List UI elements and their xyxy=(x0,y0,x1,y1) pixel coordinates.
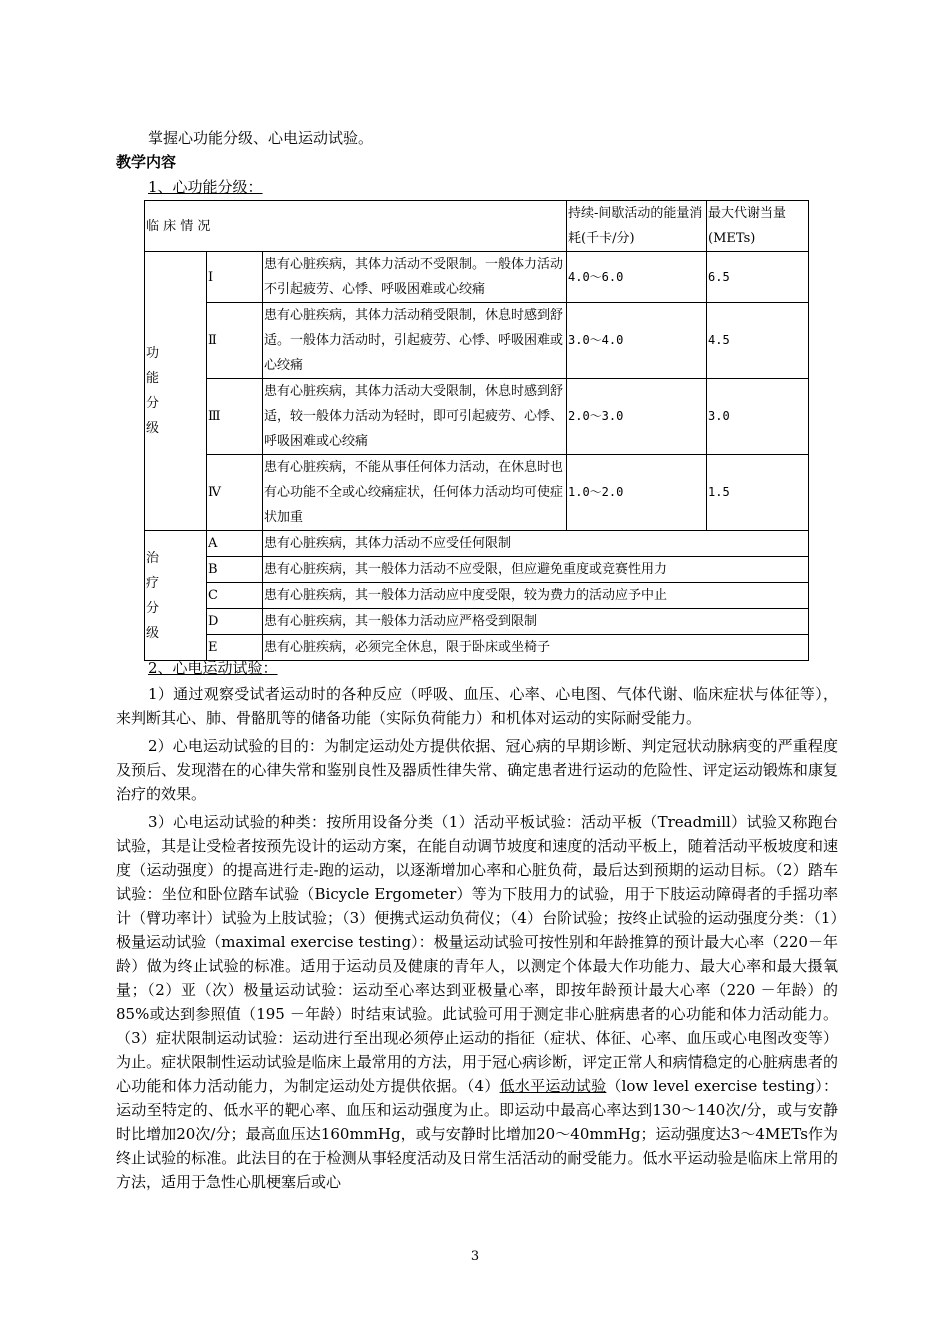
heart-function-table xyxy=(144,200,809,661)
energy-cell: 4.0～6.0 xyxy=(567,252,707,303)
low-level-test-term: 低水平运动试验 xyxy=(499,1077,607,1095)
table-row xyxy=(145,635,809,661)
header-mets: 最大代谢当量(METs) xyxy=(707,201,809,252)
paragraph-2: 2）心电运动试验的目的：为制定运动处方提供依据、冠心病的早期诊断、判定冠状动脉病变的严重程度及预后、发现潜在的心律失常和鉴别良性及器质性律失常、确定患者进行运动的危险性、评定运动锻炼和康复治疗的效果。 xyxy=(116,737,838,803)
energy-cell: 2.0～3.0 xyxy=(567,379,707,455)
description-cell: 患有心脏疾病，其体力活动不受限制。一般体力活动不引起疲劳、心悸、呼吸困难或心绞痛 xyxy=(263,252,567,303)
mets-cell: 1.5 xyxy=(707,455,809,531)
header-clinical: 临 床 情 况 xyxy=(145,201,567,252)
level-cell: Ⅱ xyxy=(207,303,263,379)
paragraph-3-text-a: 3）心电运动试验的种类：按所用设备分类（1）活动平板试验：活动平板（Treadmill）试验又称跑台试验，其是让受检者按预先设计的运动方案，在能自动调节坡度和速度的活动平板上，随着活动平板坡度和速度（运动强度）的提高进行走-跑的运动，以逐渐增加心率和心脏负荷，最后达到预期的运动目标。（2）踏车试验：坐位和卧位踏车试验（Bicycle Ergometer）等为下肢用力的试验，用于下肢运动障碍者的手摇功率计（臂功率计）试验为上肢试验；（3）便携式运动负荷仪；（4）台阶试验；按终止试验的运动强度分类：（1）极量运动试验（maximal exercise testing）：极量运动试验可按性别和年龄推算的预计最大心率（220－年龄）做为终止试验的标准。适用于运动员及健康的青年人，以测定个体最大作功能力、最大心率和最大摄氧量；（2）亚（次）极量运动试验：运动至心率达到亚极量心率，即按年龄预计最大心率（220 －年龄）的85%或达到参照值（195 －年龄）时结束试验。此试验可用于测定非心脏病患者的心功能和体力活动能力。（3）症状限制运动试验：运动进行至出现必须停止运动的指征（症状、体征、心率、血压或心电图改变等）为止。症状限制性运动试验是临床上最常用的方法，用于冠心病诊断，评定正常人和病情稳定的心脏病患者的心功能和体力活动能力，为制定运动处方提供依据。（4） xyxy=(116,813,838,1095)
energy-cell: 1.0～2.0 xyxy=(567,455,707,531)
energy-cell: 3.0～4.0 xyxy=(567,303,707,379)
table-row xyxy=(145,557,809,583)
level-cell: C xyxy=(207,583,263,609)
page-number: 3 xyxy=(470,1249,480,1264)
level-cell: Ⅰ xyxy=(207,252,263,303)
subheading-ecg-exercise-test: 2、心电运动试验： xyxy=(148,659,278,677)
paragraph-3-text-b: （low level exercise testing）：运动至特定的、低水平的靶心率、血压和运动强度为止。即运动中最高心率达到130～140次/分，或与安静时比增加20次/分；最高血压达160mmHg，或与安静时比增加20～40mmHg；运动强度达3～4METs作为终止试验的标准。此法目的在于检测从事轻度活动及日常生活活动的耐受能力。低水平运动验是临床上常用的方法，适用于急性心肌梗塞后或心 xyxy=(116,1077,838,1191)
level-cell: Ⅳ xyxy=(207,455,263,531)
mets-cell: 3.0 xyxy=(707,379,809,455)
description-cell: 患有心脏疾病，其一般体力活动不应受限，但应避免重度或竞赛性用力 xyxy=(263,557,809,583)
level-cell: D xyxy=(207,609,263,635)
function-grading-label: 功 能 分 级 xyxy=(145,252,207,531)
description-cell: 患有心脏疾病，不能从事任何体力活动，在休息时也有心功能不全或心绞痛症状，任何体力活动均可使症状加重 xyxy=(263,455,567,531)
level-cell: E xyxy=(207,635,263,661)
section-heading: 教学内容 xyxy=(116,153,177,171)
description-cell: 患有心脏疾病，必须完全休息，限于卧床或坐椅子 xyxy=(263,635,809,661)
table-row xyxy=(145,379,809,455)
paragraph-1: 1）通过观察受试者运动时的各种反应（呼吸、血压、心率、心电图、气体代谢、临床症状与体征等），来判断其心、肺、骨骼肌等的储备功能（实际负荷能力）和机体对运动的实际耐受能力。 xyxy=(116,685,838,727)
description-cell: 患有心脏疾病，其一般体力活动应中度受限，较为费力的活动应予中止 xyxy=(263,583,809,609)
table-row xyxy=(145,455,809,531)
description-cell: 患有心脏疾病，其体力活动不应受任何限制 xyxy=(263,531,809,557)
table-header-row xyxy=(145,201,809,252)
mets-cell: 4.5 xyxy=(707,303,809,379)
table-row xyxy=(145,583,809,609)
level-cell: A xyxy=(207,531,263,557)
table-row xyxy=(145,252,809,303)
mets-cell: 6.5 xyxy=(707,252,809,303)
table-row xyxy=(145,609,809,635)
description-cell: 患有心脏疾病，其体力活动稍受限制，休息时感到舒适。一般体力活动时，引起疲劳、心悸、呼吸困难或心绞痛 xyxy=(263,303,567,379)
table-row xyxy=(145,531,809,557)
description-cell: 患有心脏疾病，其一般体力活动应严格受到限制 xyxy=(263,609,809,635)
description-cell: 患有心脏疾病，其体力活动大受限制，休息时感到舒适，较一般体力活动为轻时，即可引起疲劳、心悸、呼吸困难或心绞痛 xyxy=(263,379,567,455)
header-energy: 持续-间歇活动的能量消耗(千卡/分) xyxy=(567,201,707,252)
level-cell: B xyxy=(207,557,263,583)
level-cell: Ⅲ xyxy=(207,379,263,455)
treatment-grading-label: 治 疗 分 级 xyxy=(145,531,207,661)
intro-text: 掌握心功能分级、心电运动试验。 xyxy=(148,129,374,147)
table-row xyxy=(145,303,809,379)
paragraph-3 xyxy=(116,810,838,1194)
subheading-heart-function-grading: 1、心功能分级： xyxy=(148,178,263,196)
body-text xyxy=(116,682,838,1194)
